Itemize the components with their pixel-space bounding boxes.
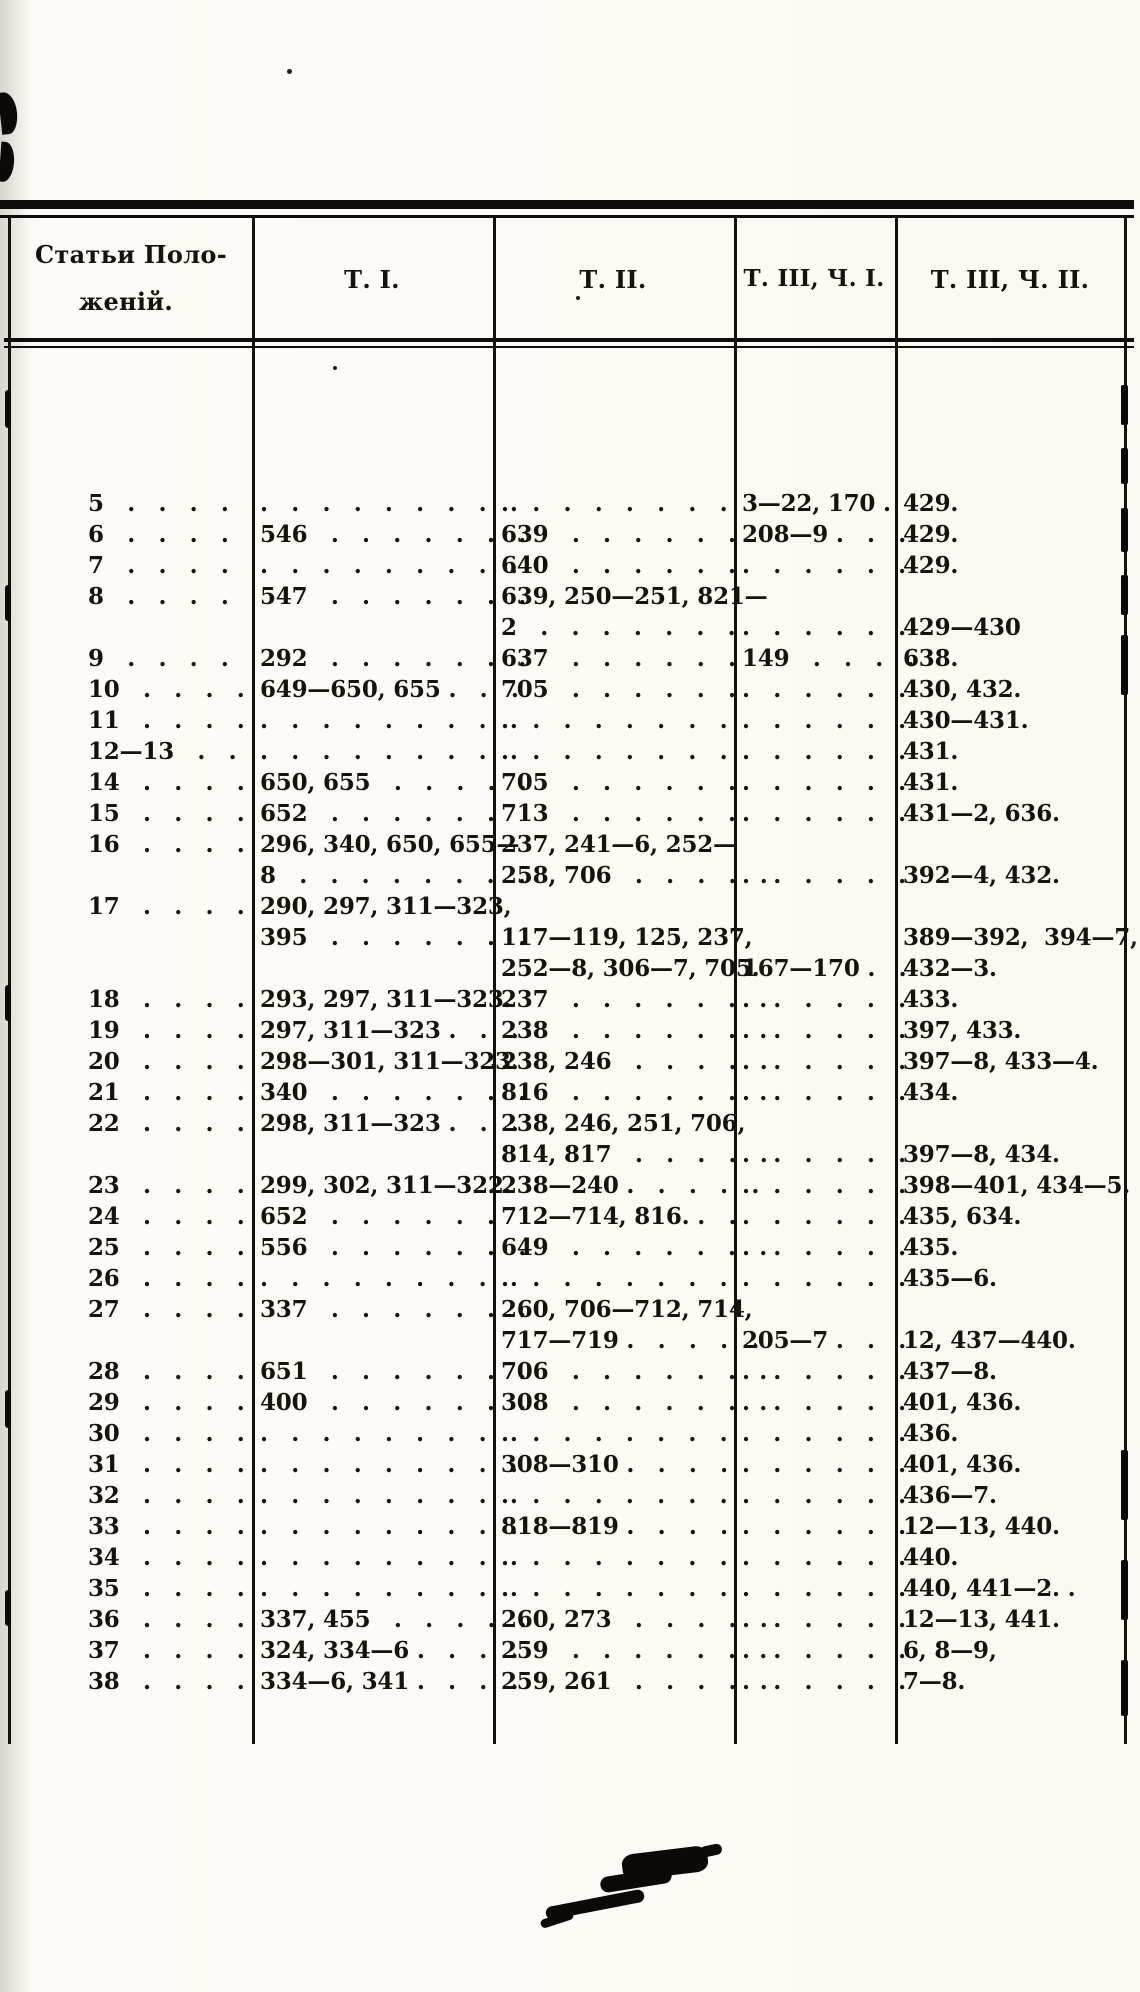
table-row — [0, 1139, 1140, 1170]
table-row — [0, 1573, 1140, 1604]
cell-t1: 652 . . . . . . — [260, 800, 495, 827]
cell-art: 28 . . . . — [88, 1358, 245, 1385]
cell-t3p2: 436—7. — [903, 1482, 997, 1509]
cell-t1: 395 . . . . . . . — [260, 924, 527, 951]
table-row — [0, 1263, 1140, 1294]
cell-t3p2: 398—401, 434—5. — [903, 1172, 1131, 1199]
scan-speck — [287, 69, 292, 74]
cell-t3p1: . . . . . . — [742, 1265, 906, 1292]
cell-t2: . . . . . . . . — [501, 707, 728, 734]
cell-t3p2: 392—4, 432. — [903, 862, 1060, 889]
cell-art: 10 . . . . — [88, 676, 245, 703]
cell-t3p1: . . . . . . — [742, 1389, 906, 1416]
cell-t3p2: 431—2, 636. — [903, 800, 1060, 827]
cell-art: 18 . . . . — [88, 986, 245, 1013]
header-articles-line1: Статьи Поло- — [34, 240, 228, 269]
cell-t1: 546 . . . . . . . — [260, 521, 527, 548]
cell-art: 9 . . . . — [88, 645, 229, 672]
ink-smudge — [699, 1843, 723, 1858]
right-edge-dash — [1121, 385, 1128, 425]
cell-t2: 238 . . . . . . . — [501, 1017, 768, 1044]
cell-t1: 340 . . . . . . . — [260, 1079, 527, 1106]
cell-t2: . . . . . . . . — [501, 738, 728, 765]
cell-t2: . . . . . . . . — [501, 1420, 728, 1447]
cell-t3p1: . . . . . . — [742, 707, 906, 734]
cell-t3p1: . . . . . . — [742, 1172, 906, 1199]
cell-art: 20 . . . . — [88, 1048, 245, 1075]
cell-t1: . . . . . . . . . — [260, 707, 518, 734]
table-row — [0, 488, 1140, 519]
cell-t1: . . . . . . . . . — [260, 738, 518, 765]
table-row — [0, 643, 1140, 674]
cell-t2: 717—719 . . . . . — [501, 1327, 760, 1354]
scan-speck — [333, 366, 337, 370]
cell-art: 12—13 . . — [88, 738, 237, 765]
cell-art: 19 . . . . — [88, 1017, 245, 1044]
cell-art: 7 . . . . — [88, 552, 229, 579]
cell-t2: 814, 817 . . . . . — [501, 1141, 768, 1168]
cell-t1: . . . . . . . . . — [260, 552, 518, 579]
cell-art: 27 . . . . — [88, 1296, 245, 1323]
cell-art: 33 . . . . — [88, 1513, 245, 1540]
cell-t2: . . . . . . . . — [501, 1265, 728, 1292]
cell-t2: 308 . . . . . . . — [501, 1389, 768, 1416]
cell-t2: 308—310 . . . . — [501, 1451, 728, 1478]
cell-t3p1: . . . . . . — [742, 1048, 906, 1075]
cell-t1: 652 . . . . . . — [260, 1203, 495, 1230]
cell-art: 8 . . . . — [88, 583, 229, 610]
cell-art: 32 . . . . — [88, 1482, 245, 1509]
cell-t3p1: . . . . . . — [742, 1420, 906, 1447]
table-row — [0, 1635, 1140, 1666]
cell-t3p2: 401, 436. — [903, 1389, 1022, 1416]
cell-art: 23 . . . . — [88, 1172, 245, 1199]
cell-t2: 712—714, 816. . . — [501, 1203, 737, 1230]
table-row — [0, 984, 1140, 1015]
cell-t3p1: . . . . . . — [742, 862, 906, 889]
cell-art: 22 . . . . — [88, 1110, 245, 1137]
cell-t1: . . . . . . . . . — [260, 1265, 518, 1292]
cell-t3p1: 149 . . . . — [742, 645, 915, 672]
table-row — [0, 1294, 1140, 1325]
cell-t2: 649 . . . . . . . — [501, 1234, 768, 1261]
header-volume-3-part-1: Т. III, Ч. I. — [743, 265, 885, 292]
cell-t1: 650, 655 . . . . . — [260, 769, 527, 796]
cell-t3p1: 208—9 . . . — [742, 521, 907, 548]
cell-t2: 713 . . . . . . — [501, 800, 736, 827]
cell-t3p2: 638. — [903, 645, 959, 672]
cell-t3p2: 433. — [903, 986, 959, 1013]
table-body — [0, 488, 1140, 1708]
cell-t1: . . . . . . . . . — [260, 1451, 518, 1478]
cell-art: 21 . . . . — [88, 1079, 245, 1106]
cell-t1: 556 . . . . . . . — [260, 1234, 527, 1261]
cell-t3p1: . . . . . . — [742, 1358, 906, 1385]
cell-t3p2: 430—431. — [903, 707, 1029, 734]
header-rule-upper — [4, 338, 1134, 342]
cell-t3p2: 12—13, 440. — [903, 1513, 1060, 1540]
table-row — [0, 519, 1140, 550]
cell-t2: 238—240 . . . . . — [501, 1172, 760, 1199]
table-row — [0, 1604, 1140, 1635]
table-row — [0, 581, 1140, 612]
cell-t2: 639 . . . . . . — [501, 521, 736, 548]
table-row — [0, 953, 1140, 984]
ink-smudge — [621, 1845, 710, 1881]
cell-t2: 818—819 . . . . — [501, 1513, 728, 1540]
cell-t3p2: 435, 634. — [903, 1203, 1022, 1230]
cell-t2: . . . . . . . . — [501, 1544, 728, 1571]
cell-t3p2: 435. — [903, 1234, 959, 1261]
cell-t3p2: 435—6. — [903, 1265, 997, 1292]
cell-t1: 290, 297, 311—323, — [260, 893, 512, 920]
cell-art: 6 . . . . — [88, 521, 229, 548]
cell-art: 14 . . . . — [88, 769, 245, 796]
table-row — [0, 1232, 1140, 1263]
cell-art: 35 . . . . — [88, 1575, 245, 1602]
scan-speck — [576, 296, 580, 300]
cell-t3p1: . . . . . . — [742, 800, 906, 827]
cell-t2: 117—119, 125, 237, — [501, 924, 753, 951]
table-row — [0, 1480, 1140, 1511]
cell-t3p1: . . . . . . — [742, 738, 906, 765]
header-volume-3-part-2: Т. III, Ч. II. — [930, 265, 1090, 294]
cell-t2: 259 . . . . . . . — [501, 1637, 768, 1664]
cell-t3p2: 440. — [903, 1544, 959, 1571]
cell-t1: 8 . . . . . . . . — [260, 862, 526, 889]
cell-art: 38 . . . . — [88, 1668, 245, 1695]
cell-t3p2: 434. — [903, 1079, 959, 1106]
header-rule-lower — [4, 346, 1134, 348]
left-border-blob — [5, 390, 11, 428]
cell-t3p2: 397, 433. — [903, 1017, 1022, 1044]
cell-t3p2: 429. — [903, 490, 959, 517]
cell-t2: 706 . . . . . . . — [501, 1358, 768, 1385]
cell-t2: 705 . . . . . . — [501, 769, 736, 796]
cell-t2: 260, 273 . . . . . — [501, 1606, 768, 1633]
cell-art: 16 . . . . — [88, 831, 245, 858]
cell-art: 11 . . . . — [88, 707, 245, 734]
cell-t1: 297, 311—323 . . . — [260, 1017, 519, 1044]
cell-t3p1: . . . . . . — [742, 1482, 906, 1509]
header-volume-1: Т. I. — [344, 265, 400, 294]
cell-t2: 237, 241—6, 252— — [501, 831, 736, 858]
table-row — [0, 860, 1140, 891]
cell-t2: 259, 261 . . . . . — [501, 1668, 768, 1695]
cell-t1: 292 . . . . . . . — [260, 645, 527, 672]
cell-t3p2: 436. — [903, 1420, 959, 1447]
cell-t3p1: . . . . . . — [742, 552, 906, 579]
cell-t3p1: . . . . . . — [742, 1017, 906, 1044]
cell-t3p2: 401, 436. — [903, 1451, 1022, 1478]
cell-t3p2: 431. — [903, 738, 959, 765]
cell-t3p2: 432—3. — [903, 955, 997, 982]
table-row — [0, 1108, 1140, 1139]
cell-t3p1: 205—7 . . . — [742, 1327, 907, 1354]
cell-t3p1: . . . . . . — [742, 986, 906, 1013]
cell-t3p2: 440, 441—2. . — [903, 1575, 1076, 1602]
table-row — [0, 1418, 1140, 1449]
cell-t2: 2 . . . . . . . — [501, 614, 736, 641]
cell-t2: 639, 250—251, 821— — [501, 583, 768, 610]
cell-t3p2: 429—430 — [903, 614, 1021, 641]
cell-t2: . . . . . . . . — [501, 490, 728, 517]
cell-t1: 337 . . . . . . . — [260, 1296, 527, 1323]
table-row — [0, 1542, 1140, 1573]
cell-t1: . . . . . . . . . — [260, 490, 518, 517]
right-edge-dash — [1121, 448, 1128, 484]
cell-t1: 337, 455 . . . . . — [260, 1606, 527, 1633]
cell-t1: . . . . . . . . . — [260, 1544, 518, 1571]
cell-t3p1: . . . . . . — [742, 1451, 906, 1478]
cell-t3p2: 431. — [903, 769, 959, 796]
cell-t2: . . . . . . . . — [501, 1482, 728, 1509]
cell-t2: . . . . . . . . — [501, 1575, 728, 1602]
cell-t3p1: . . . . . . — [742, 676, 906, 703]
cell-t1: . . . . . . . . . — [260, 1513, 518, 1540]
cell-t2: 252—8, 306—7, 705. — [501, 955, 760, 982]
cell-art: 5 . . . . — [88, 490, 229, 517]
cell-t2: 640 . . . . . . — [501, 552, 736, 579]
cell-t3p1: . . . . . . — [742, 1544, 906, 1571]
cell-t3p2: 389—392, 394—7, — [903, 924, 1138, 951]
table-row — [0, 891, 1140, 922]
cell-t3p2: 7—8. — [903, 1668, 966, 1695]
cell-t1: 293, 297, 311—323. — [260, 986, 512, 1013]
cell-t2: 705 . . . . . . — [501, 676, 736, 703]
cell-t3p1: . . . . . . — [742, 1606, 906, 1633]
table-row — [0, 1666, 1140, 1697]
cell-t3p1: 3—22, 170 . — [742, 490, 891, 517]
cell-t3p2: 430, 432. — [903, 676, 1022, 703]
cell-art: 34 . . . . — [88, 1544, 245, 1571]
table-row — [0, 1325, 1140, 1356]
cell-t3p1: . . . . . . — [742, 1575, 906, 1602]
cell-art: 30 . . . . — [88, 1420, 245, 1447]
table-row — [0, 612, 1140, 643]
cell-art: 24 . . . . — [88, 1203, 245, 1230]
cell-t1: 296, 340, 650, 655— — [260, 831, 520, 858]
cell-t3p1: . . . . . . — [742, 1234, 906, 1261]
cell-t3p2: 6, 8—9, — [903, 1637, 997, 1664]
table-row — [0, 1201, 1140, 1232]
cell-art: 36 . . . . — [88, 1606, 245, 1633]
table-top-rule-thin — [0, 215, 1134, 218]
header-volume-2: Т. II. — [579, 265, 647, 294]
cell-t3p1: . . . . . . — [742, 1668, 906, 1695]
cell-t3p2: 437—8. — [903, 1358, 997, 1385]
table-row — [0, 705, 1140, 736]
cell-t2: 238, 246, 251, 706, — [501, 1110, 746, 1137]
table-row — [0, 1046, 1140, 1077]
cell-art: 15 . . . . — [88, 800, 245, 827]
table-row — [0, 922, 1140, 953]
table-row — [0, 550, 1140, 581]
table-row — [0, 767, 1140, 798]
cell-art: 31 . . . . — [88, 1451, 245, 1478]
cell-t2: 237 . . . . . . . — [501, 986, 768, 1013]
cell-t3p2: 397—8, 433—4. — [903, 1048, 1099, 1075]
cell-t1: 298—301, 311—323. — [260, 1048, 519, 1075]
cell-t1: 334—6, 341 . . . . — [260, 1668, 519, 1695]
table-row — [0, 1077, 1140, 1108]
cell-t1: 649—650, 655 . . . — [260, 676, 519, 703]
cell-art: 17 . . . . — [88, 893, 245, 920]
table-row — [0, 1356, 1140, 1387]
table-row — [0, 1387, 1140, 1418]
cell-t1: . . . . . . . . . — [260, 1482, 518, 1509]
cell-t2: 258, 706 . . . . . — [501, 862, 768, 889]
cell-t1: 298, 311—323 . . . — [260, 1110, 519, 1137]
cell-t1: 651 . . . . . . . — [260, 1358, 527, 1385]
cell-t3p2: 12—13, 441. — [903, 1606, 1060, 1633]
cell-t3p2: 429. — [903, 552, 959, 579]
cell-t1: 299, 302, 311—322. — [260, 1172, 512, 1199]
table-row — [0, 1015, 1140, 1046]
cell-t1: 400 . . . . . . . — [260, 1389, 527, 1416]
table-row — [0, 1449, 1140, 1480]
cell-t1: . . . . . . . . . — [260, 1420, 518, 1447]
cell-t3p1: . . . . . . — [742, 1203, 906, 1230]
cell-t3p1: . . . . . . — [742, 1637, 906, 1664]
cell-art: 26 . . . . — [88, 1265, 245, 1292]
cell-t3p1: . . . . . . — [742, 1141, 906, 1168]
cell-t2: 260, 706—712, 714, — [501, 1296, 753, 1323]
cell-art: 29 . . . . — [88, 1389, 245, 1416]
table-row — [0, 1170, 1140, 1201]
table-row — [0, 736, 1140, 767]
cell-t3p1: . . . . . . — [742, 1079, 906, 1106]
cell-t3p1: . . . . . . — [742, 1513, 906, 1540]
cell-t3p2: 429. — [903, 521, 959, 548]
table-row — [0, 1511, 1140, 1542]
header-articles-line2: женій. — [78, 287, 174, 316]
cell-t1: . . . . . . . . . — [260, 1575, 518, 1602]
table-top-rule-thick — [0, 200, 1134, 209]
table-row — [0, 674, 1140, 705]
cell-art: 25 . . . . — [88, 1234, 245, 1261]
cell-t1: 547 . . . . . . . — [260, 583, 527, 610]
cell-t3p2: 397—8, 434. — [903, 1141, 1060, 1168]
cell-t3p2: 12, 437—440. — [903, 1327, 1076, 1354]
cell-t3p1: . . . . . . — [742, 769, 906, 796]
table-row — [0, 829, 1140, 860]
cell-t2: 238, 246 . . . . . — [501, 1048, 768, 1075]
cell-t3p1: 167—170 . . — [742, 955, 907, 982]
cell-t1: 324, 334—6 . . . . — [260, 1637, 519, 1664]
table-row — [0, 798, 1140, 829]
cell-t2: 637 . . . . . . — [501, 645, 736, 672]
cell-art: 37 . . . . — [88, 1637, 245, 1664]
cell-t2: 816 . . . . . . . — [501, 1079, 768, 1106]
cell-t3p1: . . . . . . — [742, 614, 906, 641]
